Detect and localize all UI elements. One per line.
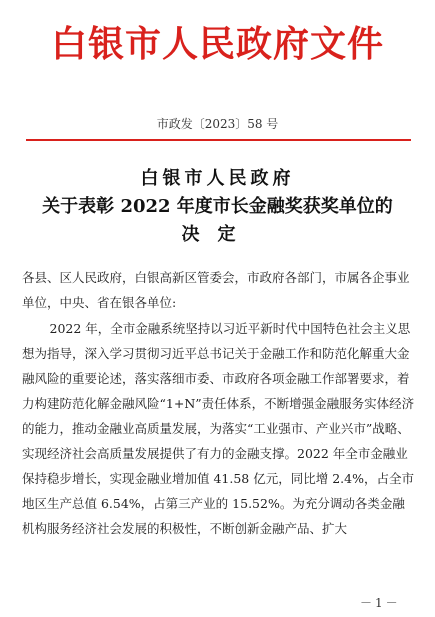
addressee-text: 各县、区人民政府，白银高新区管委会，市政府各部门，市属各企事业单位，中央、省在银各单位:: [22, 270, 410, 310]
title-line-1: 白银市人民政府: [140, 168, 295, 189]
red-divider-line: [26, 139, 411, 141]
title-line-3: 决定: [181, 224, 254, 245]
title-line-2: 关于表彰 2022 年度市长金融奖获奖单位的: [42, 196, 393, 217]
document-number: 市政发〔2023〕58 号: [156, 117, 279, 131]
body-paragraph: 2022 年，全市金融系统坚持以习近平新时代中国特色社会主义思想为指导，深入学习贯彻习近平总书记关于金融工作和防范化解重大金融风险的重要论述，落实落细市委、市政府各项金融工作部署要求，着力构建防范化解金融风险“1+N”责任体系，不断增强金融服务实体经济的能力，推动金融业高质量发展，为落实“工业强市、产业兴市”战略、实现经济社会高质量发展提供了有力的金融支撑。2022 年全市金融业保持稳步增长，实现金融业增加值 41.58 亿元，同比增 2.4%，占全市地区生产总值 6.54%，占第三产业的 15.52%。为充分调动各类金融机构服务经济社会发展的积极性，不断创新金融产品、扩大: [22, 321, 415, 536]
page-number: －1－: [360, 596, 401, 610]
document-header-title: 白银市人民政府文件: [50, 23, 384, 65]
